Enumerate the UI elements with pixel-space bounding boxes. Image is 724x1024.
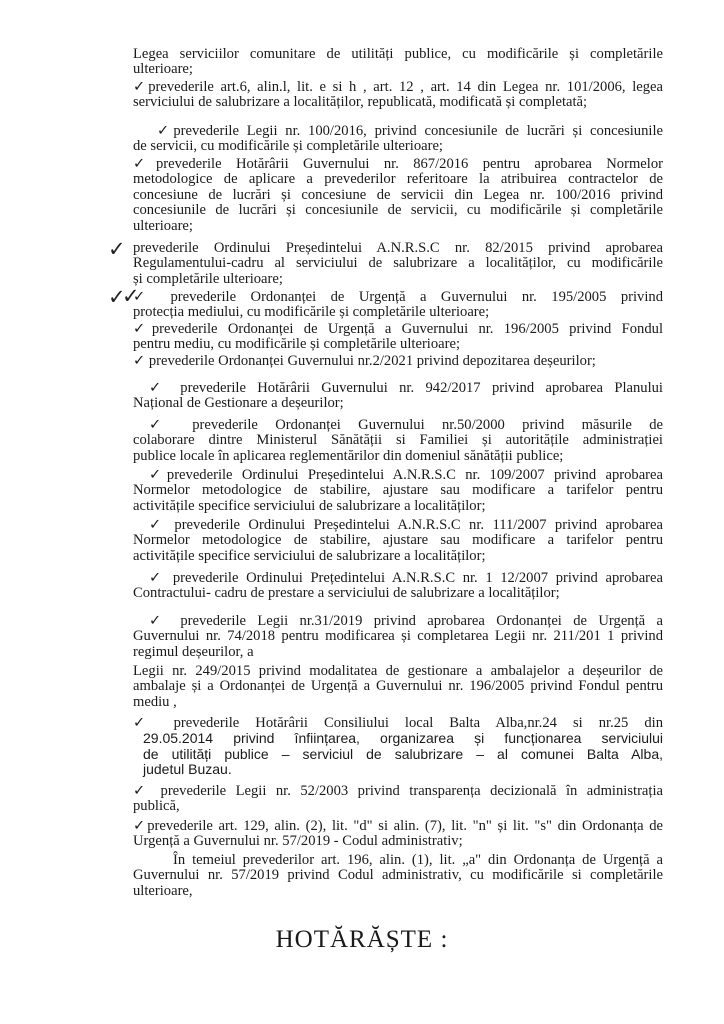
text-line: regimul deșeurilor, a [133,643,254,660]
text-line: ✓ prevederile Hotărârii Guvernului nr. 942/2017 privind aprobarea Planului [149,380,663,396]
text-line: ✓ prevederile Ordonanței Guvernului nr.2/2021 privind depozitarea deșeurilor; [133,353,596,369]
text-line: Normelor metodologice de stabilire, ajustare sau modificare a tarifelor pentru [133,532,663,549]
text-line: pentru mediu, cu modificările și completările ulterioare; [133,336,461,353]
text-line: 29.05.2014 privind înființarea, organizarea și funcționarea serviciului [143,730,663,747]
text-line: serviciului de salubrizare a localităților, republicată, modificată și completată; [133,94,588,111]
text-line: Guvernului nr. 74/2018 pentru modificarea și completarea Legii nr. 211/201 1 privind [133,628,663,645]
paragraph-anrsc-82-2015 [133,241,663,287]
text-line: ✓prevederile Hotărârii Guvernului nr. 867/2016 pentru aprobarea Normelor [133,156,663,172]
text-line: concesiune de lucrări și concesiune de servicii din Legea nr. 100/2016 privind [133,186,663,203]
text-line: metodologice de aplicare a prevederilor referitoare la atribuirea contractelor de [133,171,663,188]
text-line: ulterioare, [133,882,193,899]
paragraph-law-100-2016 [133,124,663,155]
text-line: colaborare dintre Ministerul Sănătății si Familiei și autoritățile administrației [133,432,663,449]
text-line: ✓ prevederile Ordonanței de Urgență a Guvernului nr. 195/2005 privind [133,289,663,305]
text-line: ✓ prevederile Ordinului Președintelui A.N.R.S.C nr. 111/2007 privind aprobarea [149,517,663,533]
text-line: judetul Buzau. [143,761,232,778]
text-line: Legii nr. 249/2015 privind modalitatea de gestionare a ambalajelor a deșeurilor de [133,663,663,679]
paragraph-temei-art-196 [133,853,663,899]
text-line: ✓prevederile Legii nr. 100/2016, privind concesiunile de lucrări și concesiunile [157,123,663,139]
paragraph-oug-195-2005 [133,290,663,321]
text-line: concesiunile de lucrări și concesiunile de servicii, cu modificările și completările [133,202,663,219]
text-line: protecția mediului, cu modificările și completările ulterioare; [133,304,490,321]
text-line: ✓prevederile art. 129, alin. (2), lit. "d" si alin. (7), lit. "n" și lit. "s" din Ordonanța de [133,818,663,834]
paragraph-hg-867-2016 [133,157,663,234]
text-line: mediu , [133,693,177,710]
paragraph-anrsc-111-2007 [133,518,663,564]
paragraph-og-50-2000 [133,418,663,464]
text-line: ✓prevederile Ordinului Președintelui A.N.R.S.C nr. 109/2007 privind aprobarea [149,467,663,483]
text-line: Contractului- cadru de prestare a serviciului de salubrizare a localităților; [133,585,560,602]
text-line: publice locale în aplicarea reglementărilor din domeniul sănătății publice; [133,447,564,464]
text-line: Național de Gestionare a deșeurilor; [133,395,344,412]
paragraph-law-249-2015 [133,664,663,710]
paragraph-law-52-2003 [133,784,663,815]
text-line: de servicii, cu modificările și completările ulterioare; [133,138,443,155]
margin-check-mark: ✓ [108,237,126,261]
text-line: Regulamentului-cadru al serviciului de salubrizare a localităților, cu modificările [133,255,663,272]
text-line: ✓ prevederile Hotărârii Consiliului local Balta Alba,nr.24 si nr.25 din [133,715,663,731]
text-line: ✓prevederile Ordonanței de Urgență a Guvernului nr. 196/2005 privind Fondul [133,321,663,337]
margin-check-mark: ✓ [108,285,126,309]
paragraph-law-31-2019 [133,614,663,660]
paragraph-anrsc-109-2007 [133,468,663,514]
text-line: activitățile specifice serviciului de salubrizare a localităților; [133,547,486,564]
text-line: prevederile Ordinului Președintelui A.N.R.S.C nr. 82/2015 privind aprobarea [133,240,663,256]
paragraph-anrsc-112-2007 [133,571,663,602]
text-line: Urgență a Guvernului nr. 57/2019 - Codul administrativ; [133,833,463,850]
text-line: publică, [133,798,180,815]
paragraph-art-129 [133,819,663,850]
margin-check-mark: ✓ [122,284,140,308]
text-line: În temeiul prevederilor art. 196, alin. (1), lit. „a" din Ordonanța de Urgență a [173,852,663,868]
paragraph-hcl-balta-alba [133,716,663,778]
text-line: ✓ prevederile Ordonanței Guvernului nr.50/2000 privind măsurile de [149,417,663,433]
paragraph-law-101-2006 [133,80,663,111]
text-line: și completările ulterioare; [133,270,283,287]
paragraph-og-2-2021 [133,354,663,369]
text-line: ✓ prevederile Legii nr. 52/2003 privind transparența decizională în administrația [133,783,663,799]
paragraph-law-utilities [133,47,663,78]
paragraph-oug-196-2005 [133,322,663,353]
text-line: activitățile specifice serviciului de salubrizare a localităților; [133,497,486,514]
text-line: ✓prevederile art.6, alin.l, lit. e si h , art. 12 , art. 14 din Legea nr. 101/2006, legea [133,79,663,95]
text-line: ulterioare; [133,217,193,234]
text-line: Normelor metodologice de stabilire, ajustare sau modificare a tarifelor pentru [133,482,663,499]
text-line: de utilități publice – serviciul de salubrizare – al comunei Balta Alba, [143,745,663,762]
paragraph-hg-942-2017 [133,381,663,412]
text-line: ✓ prevederile Ordinului Prețedintelui A.N.R.S.C nr. 1 12/2007 privind aprobarea [149,570,663,586]
text-line: Legea serviciilor comunitare de utilități publice, cu modificările și completările [133,46,663,62]
text-line: ambalaje și a Ordonanței de Urgență a Guvernului nr. 196/2005 privind Fondul pentru [133,678,663,695]
text-line: Guvernului nr. 57/2019 privind Codul administrativ, cu modificările si completările [133,867,663,884]
decision-heading: HOTĂRĂȘTE : [275,926,449,953]
text-line: ulterioare; [133,61,193,78]
text-line: ✓ prevederile Legii nr.31/2019 privind aprobarea Ordonanței de Urgență a [149,613,663,629]
